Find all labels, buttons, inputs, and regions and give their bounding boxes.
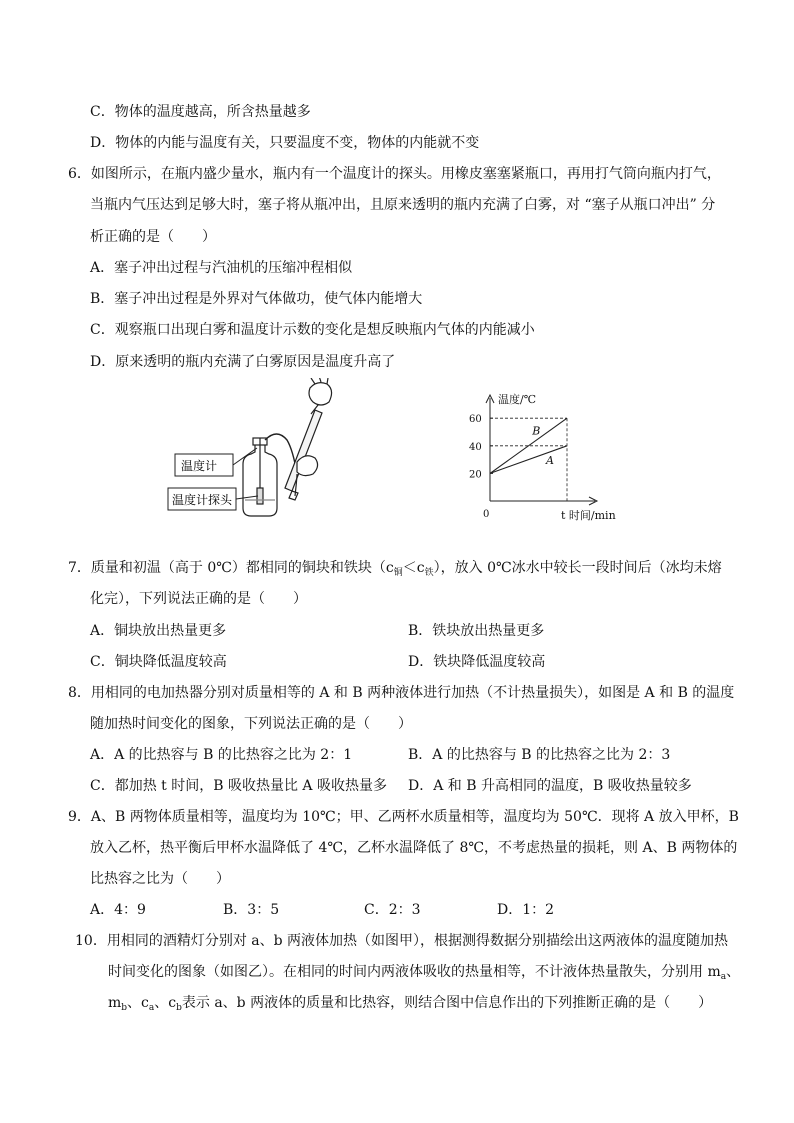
q10-m: m <box>108 995 122 1011</box>
q9-option-b: B．3：5 <box>223 902 280 918</box>
q7-option-a: A．铜块放出热量更多 <box>90 623 227 639</box>
q7-stem-part1: 7．质量和初温（高于 0℃）都相同的铜块和铁块（c <box>68 560 394 576</box>
q6-option-b: B．塞子冲出过程是外界对气体做功，使气体内能增大 <box>90 291 423 307</box>
q10-stem-line2-end: 、 <box>726 964 741 980</box>
q6-option-d: D．原来透明的瓶内充满了白雾原因是温度升高了 <box>90 354 396 370</box>
y-tick-label: 60 <box>469 414 482 426</box>
q8-stem-line1: 8．用相同的电加热器分别对质量相等的 A 和 B 两种液体进行加热（不计热量损失），如图是 A 和 B 的温度 <box>68 685 735 701</box>
q8-option-d: D．A 和 B 升高相同的温度，B 吸收热量较多 <box>408 778 692 794</box>
series-label-A: A <box>546 453 555 467</box>
thermometer-label: 温度计 <box>181 459 218 473</box>
q5-option-c: C．物体的温度越高，所含热量越多 <box>90 104 311 120</box>
q10-c2: 、c <box>154 995 177 1011</box>
q10-stem-line2-text: 时间变化的图象（如图乙）。在相同的时间内两液体吸收的热量相等，不计液体热量散失，分别用 m <box>108 964 721 980</box>
q5-option-d: D．物体的内能与温度有关，只要温度不变，物体的内能就不变 <box>90 135 480 151</box>
q7-option-b: B．铁块放出热量更多 <box>408 623 545 639</box>
q8-option-c: C．都加热 t 时间，B 吸收热量比 A 吸收热量多 <box>90 778 387 794</box>
q10-stem-line1: 10．用相同的酒精灯分别对 a、b 两液体加热（如图甲），根据测得数据分别描绘出这两液体的温度随加热 <box>75 933 729 949</box>
probe-label: 温度计探头 <box>172 493 233 507</box>
q7-option-d: D．铁块降低温度较高 <box>408 654 546 670</box>
q6-stem-line1: 6．如图所示，在瓶内盛少量水，瓶内有一个温度计的探头。用橡皮塞塞紧瓶口，再用打气筒向瓶内打气， <box>68 166 721 182</box>
y-tick-label: 40 <box>469 441 482 453</box>
q10-sub-b2: b <box>176 1003 182 1013</box>
q9-stem-line1: 9．A、B 两物体质量相等，温度均为 10℃；甲、乙两杯水质量相等，温度均为 50℃．现将 A 放入甲杯，B <box>68 809 739 825</box>
q7-option-c: C．铜块降低温度较高 <box>90 654 227 670</box>
q8-option-a: A．A 的比热容与 B 的比热容之比为 2：1 <box>90 747 353 763</box>
q6-stem-line2: 当瓶内气压达到足够大时，塞子将从瓶冲出，且原来透明的瓶内充满了白雾，对 “塞子从瓶口冲出” 分 <box>90 197 716 213</box>
q7-stem-part2: ＜c <box>402 560 425 576</box>
q9-option-c: C．2：3 <box>364 902 421 918</box>
series-line-A <box>490 446 567 474</box>
q10-stem-line3 <box>108 994 712 1017</box>
bottle-icon <box>243 434 297 516</box>
q8-option-b: B．A 的比热容与 B 的比热容之比为 2：3 <box>408 747 671 763</box>
q7-sub-iron: 铁 <box>424 568 434 578</box>
q6-option-c: C．观察瓶口出现白雾和温度计示数的变化是想反映瓶内气体的内能减小 <box>90 322 535 338</box>
q6-option-a: A．塞子冲出过程与汽油机的压缩冲程相似 <box>90 260 353 276</box>
pump-icon <box>285 378 332 500</box>
x-axis-label: t 时间/min <box>561 509 616 522</box>
bottle-pump-figure <box>165 378 340 520</box>
q10-sub-a2: a <box>148 1003 155 1013</box>
q10-stem-line2 <box>108 963 740 986</box>
q10-sub-b: b <box>121 1003 128 1013</box>
series-label-B: B <box>532 424 541 438</box>
q9-stem-line2: 放入乙杯，热平衡后甲杯水温降低了 4℃，乙杯水温降低了 8℃，不考虑热量的损耗，则 A、B 两物体的 <box>90 840 738 856</box>
q6-stem-line3: 析正确的是（ ） <box>90 229 216 245</box>
q9-option-d: D．1：2 <box>497 902 555 918</box>
y-axis-label: 温度/℃ <box>498 393 537 406</box>
temperature-time-chart <box>465 388 645 523</box>
q7-stem-part3: ），放入 0℃冰水中较长一段时间后（冰均未熔 <box>433 560 722 576</box>
q9-stem-line3: 比热容之比为（ ） <box>90 871 230 887</box>
q10-rest: 表示 a、b 两液体的质量和比热容，则结合图中信息作出的下列推断正确的是（ ） <box>181 995 713 1011</box>
chart-axes <box>486 395 597 505</box>
y-tick-label: 20 <box>469 469 482 481</box>
q8-stem-line2: 随加热时间变化的图象，下列说法正确的是（ ） <box>90 716 412 732</box>
q9-option-a: A．4：9 <box>90 902 146 918</box>
q7-sub-copper: 铜 <box>393 568 403 578</box>
q10-c1: 、c <box>127 995 149 1011</box>
q10-sub-a: a <box>720 972 727 982</box>
q7-stem-line2: 化完），下列说法正确的是（ ） <box>90 591 307 607</box>
origin-label: 0 <box>483 509 490 520</box>
q7-stem-line1 <box>68 559 722 582</box>
